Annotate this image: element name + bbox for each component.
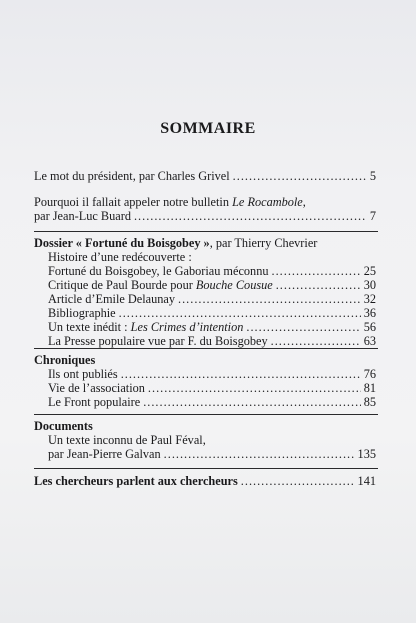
toc-section-chroniques (34, 353, 378, 409)
page-number: 36 (363, 306, 376, 320)
section-intro: Histoire d’une redécouverte : (48, 250, 192, 264)
page-number: 76 (363, 367, 376, 381)
dot-leader (134, 209, 367, 223)
section-heading: Chroniques (34, 353, 96, 367)
section-divider (34, 414, 378, 415)
toc-item: Ils ont publiés ..... 76 (48, 367, 378, 381)
section-heading: Dossier « Fortuné du Boisgobey », par Thierry Chevrier (34, 236, 318, 250)
dot-leader (271, 334, 361, 348)
page-number: 5 (369, 169, 376, 183)
toc-item: Article d’Emile Delaunay ..... 32 (48, 292, 378, 306)
dot-leader (246, 320, 360, 334)
page-number: 56 (363, 320, 376, 334)
page-number: 63 (363, 334, 376, 348)
page-number: 141 (357, 474, 376, 488)
toc-entry-president (34, 169, 378, 183)
toc-item: Le Front populaire ..... 85 (48, 395, 378, 409)
dot-leader (276, 278, 361, 292)
entry-title-line2: par Jean-Luc Buard (34, 209, 131, 223)
entry-title-line1: Un texte inconnu de Paul Féval, (48, 433, 206, 447)
dot-leader (164, 447, 355, 461)
section-divider (34, 348, 378, 349)
toc-section-dossier (34, 236, 378, 348)
dot-leader (241, 474, 355, 488)
toc-entry-chercheurs (34, 474, 378, 488)
page-number: 30 (363, 278, 376, 292)
page-number: 81 (363, 381, 376, 395)
toc-item: Bibliographie ..... 36 (48, 306, 378, 320)
page-number: 7 (369, 209, 376, 223)
toc-section-documents (34, 419, 378, 461)
dot-leader (119, 306, 361, 320)
toc-item: La Presse populaire vue par F. du Boisgobey ..... 63 (48, 334, 378, 348)
toc-entry-bulletin (34, 195, 378, 223)
toc-item: Un texte inédit : Les Crimes d’intention ..... 56 (48, 320, 378, 334)
section-divider (34, 231, 378, 232)
dot-leader (178, 292, 361, 306)
page-number: 32 (363, 292, 376, 306)
dot-leader (272, 264, 361, 278)
entry-title-line1: Pourquoi il fallait appeler notre bulletin Le Rocambole, (34, 195, 306, 209)
page-title: SOMMAIRE (160, 120, 256, 137)
dot-leader (233, 169, 367, 183)
entry-title: Le mot du président, par Charles Grivel (34, 169, 230, 183)
page-number: 135 (357, 447, 376, 461)
toc-item: Critique de Paul Bourde pour Bouche Cousue ..... 30 (48, 278, 378, 292)
dot-leader (121, 367, 361, 381)
dot-leader (143, 395, 361, 409)
toc-item: Vie de l’association ..... 81 (48, 381, 378, 395)
section-divider (34, 468, 378, 469)
entry-title: Les chercheurs parlent aux chercheurs (34, 474, 238, 488)
page-number: 25 (363, 264, 376, 278)
page-number: 85 (363, 395, 376, 409)
dot-leader (148, 381, 361, 395)
toc-item: par Jean-Pierre Galvan ..... 135 (48, 447, 378, 461)
section-heading: Documents (34, 419, 93, 433)
toc-item: Fortuné du Boisgobey, le Gaboriau méconnu ..... 25 (48, 264, 378, 278)
